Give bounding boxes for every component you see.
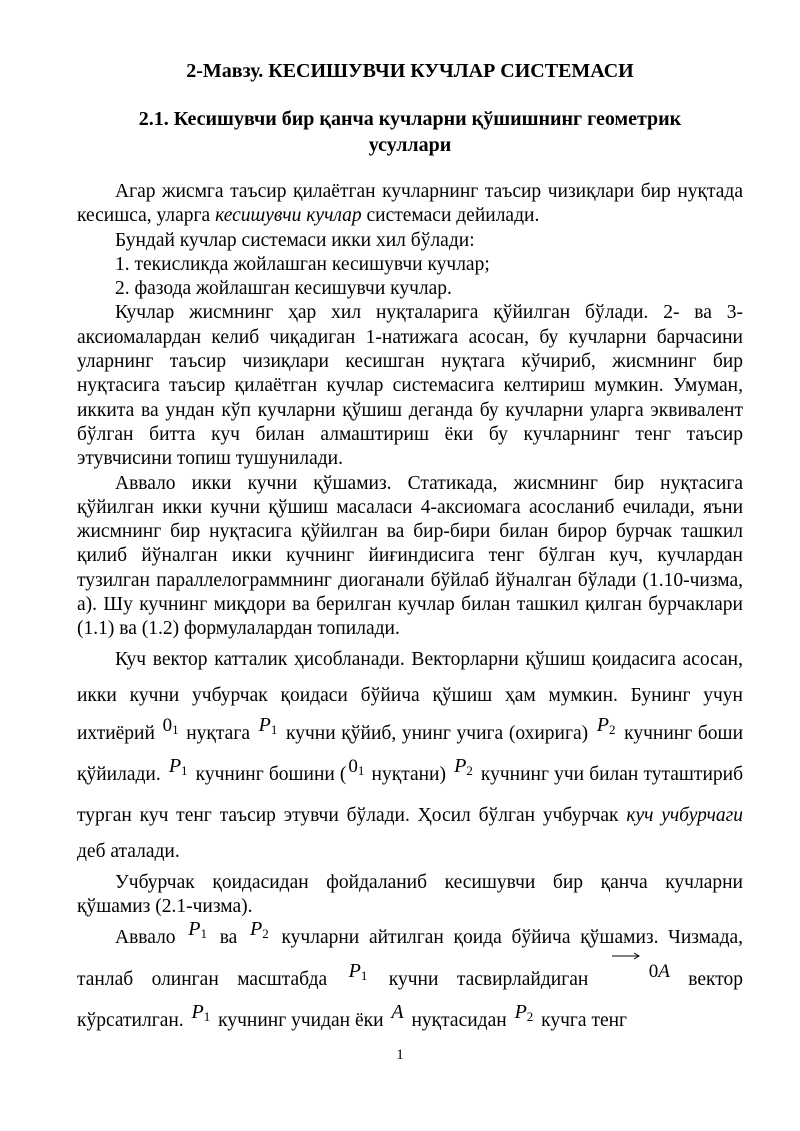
paragraph-text: Аввало <box>115 927 176 949</box>
paragraph-text: кучнинг бошини ( <box>195 764 347 786</box>
point-o1: $0_1$ <box>348 756 365 779</box>
vector-0a: 0A <box>611 954 670 991</box>
paragraph-text: нуқтани) <box>371 764 446 786</box>
page-number: 1 <box>396 1047 404 1063</box>
paragraph-definition <box>77 180 743 229</box>
paragraph-text: Агар жисмга таъсир қилаётган кучларнинг таъсир чизиқлари бир нуқтада кесишса, уларга <box>77 181 743 227</box>
paragraph-text: кучнинг боши қўйилади. <box>77 722 744 786</box>
force-p2: $P_2$ <box>596 713 616 737</box>
paragraph-two-forces: Аввало икки кучни қўшамиз. Статикада, жисмнинг бир нуқтасига қўйилган икки кучни қўшиш масаласи 4-аксиомага асосланиб ечилади, яъни жисмнинг бир нуқтасига қўйилган ва бир-бири билан бирор бурчак ташкил қилиб йўналган икки кучнинг йиғиндисига тенг бўлган куч, кучлардан тузилган параллелограммнинг диоганали бўйлаб йўналган бўлади (1.10-чизма, а). Шу кучнинг миқдори ва берилган кучлар билан ташкил қилган бурчаклари (1.1) ва (1.2) формулалардан топилади. <box>77 472 743 640</box>
paragraph-text: нуқтага <box>186 722 250 744</box>
paragraph-types-intro: Бундай кучлар системаси икки хил бўлади: <box>115 229 475 251</box>
force-p1: $P_1$ <box>188 918 207 942</box>
paragraph-text: кучга тенг <box>541 1010 628 1032</box>
force-p1: $P_1$ <box>168 755 188 779</box>
paragraph-text: Куч вектор катталик ҳисобланади. Векторларни қўшиш қоидасига асосан, икки кучни учбурчак қоидаси бўйича қўшиш ҳам мумкин. Бунинг учун ихтиёрий <box>77 648 743 744</box>
paragraph-text: кучни қўйиб, унинг учига (охирига) <box>286 722 589 744</box>
body-text <box>77 180 743 1044</box>
list-item-planar: 1. текисликда жойлашган кесишувчи кучлар; <box>115 253 490 275</box>
force-p2: $P_2$ <box>250 918 269 942</box>
paragraph-triangle-rule <box>77 642 743 871</box>
point-o1: $0_1$ <box>162 714 179 737</box>
paragraph-text: кучнинг учидан ёки <box>218 1010 384 1032</box>
paragraph-text: кучни тасвирлайдиган <box>388 968 589 990</box>
paragraph-text: кучнинг учи билан туташтириб турган куч тенг таъсир этувчи бўлади. Ҳосил бўлган учбурчак <box>77 764 743 826</box>
force-p1: $P_1$ <box>191 1001 211 1025</box>
force-p1: $P_1$ <box>348 959 368 983</box>
point-a: A <box>391 1001 404 1024</box>
paragraph-several-forces: Учбурчак қоидасидан фойдаланиб кесишувчи бир қанча кучларни қўшамиз (2.1-чизма). <box>77 871 743 917</box>
paragraph-text: нуқтасидан <box>411 1010 507 1032</box>
paragraph-text: кучларни айтилган қоида бўйича қўшамиз. Чизмада, танлаб олинган масштабда <box>77 927 744 990</box>
defined-term: куч учбурчаги <box>626 804 744 826</box>
paragraph-addition-steps <box>77 919 743 1044</box>
paragraph-reduction: Кучлар жисмнинг ҳар хил нуқталарига қўйилган бўлади. 2- ва 3-аксиомалардан келиб чиқадиган 1-натижага асосан, бу кучларни барчасини уларнинг таъсир чизиқлари кесишган нуқтага кўчириб, жисмнинг бир нуқтасига таъсир қилаётган кучлар системасига келтириш мумкин. Умуман, иккита ва ундан кўп кучларни қўшиш деганда бу кучларни уларга эквивалент бўлган битта куч билан алмаштириш ёки бу кучларнинг тенг таъсир этувчисини топиш тушунилади. <box>77 302 743 470</box>
paragraph-text: системаси дейилади. <box>361 205 540 227</box>
force-p1: $P_1$ <box>258 713 278 737</box>
defined-term: кесишувчи кучлар <box>215 205 362 227</box>
list-item-spatial: 2. фазода жойлашган кесишувчи кучлар. <box>115 278 452 300</box>
paragraph-text: вектор кўрсатилган. <box>77 968 744 1032</box>
force-p2: $P_2$ <box>454 755 473 779</box>
force-p2: $P_2$ <box>514 1001 534 1025</box>
page-title: 2-Мавзу. КЕСИШУВЧИ КУЧЛАР СИСТЕМАСИ <box>186 60 634 82</box>
section-heading: 2.1. Кесишувчи бир қанча кучларни қўшишнинг геометрик усуллари <box>138 108 682 156</box>
vector-arrow-icon <box>611 952 641 960</box>
paragraph-text: деб аталади. <box>77 841 180 863</box>
paragraph-text: ва <box>219 927 238 949</box>
